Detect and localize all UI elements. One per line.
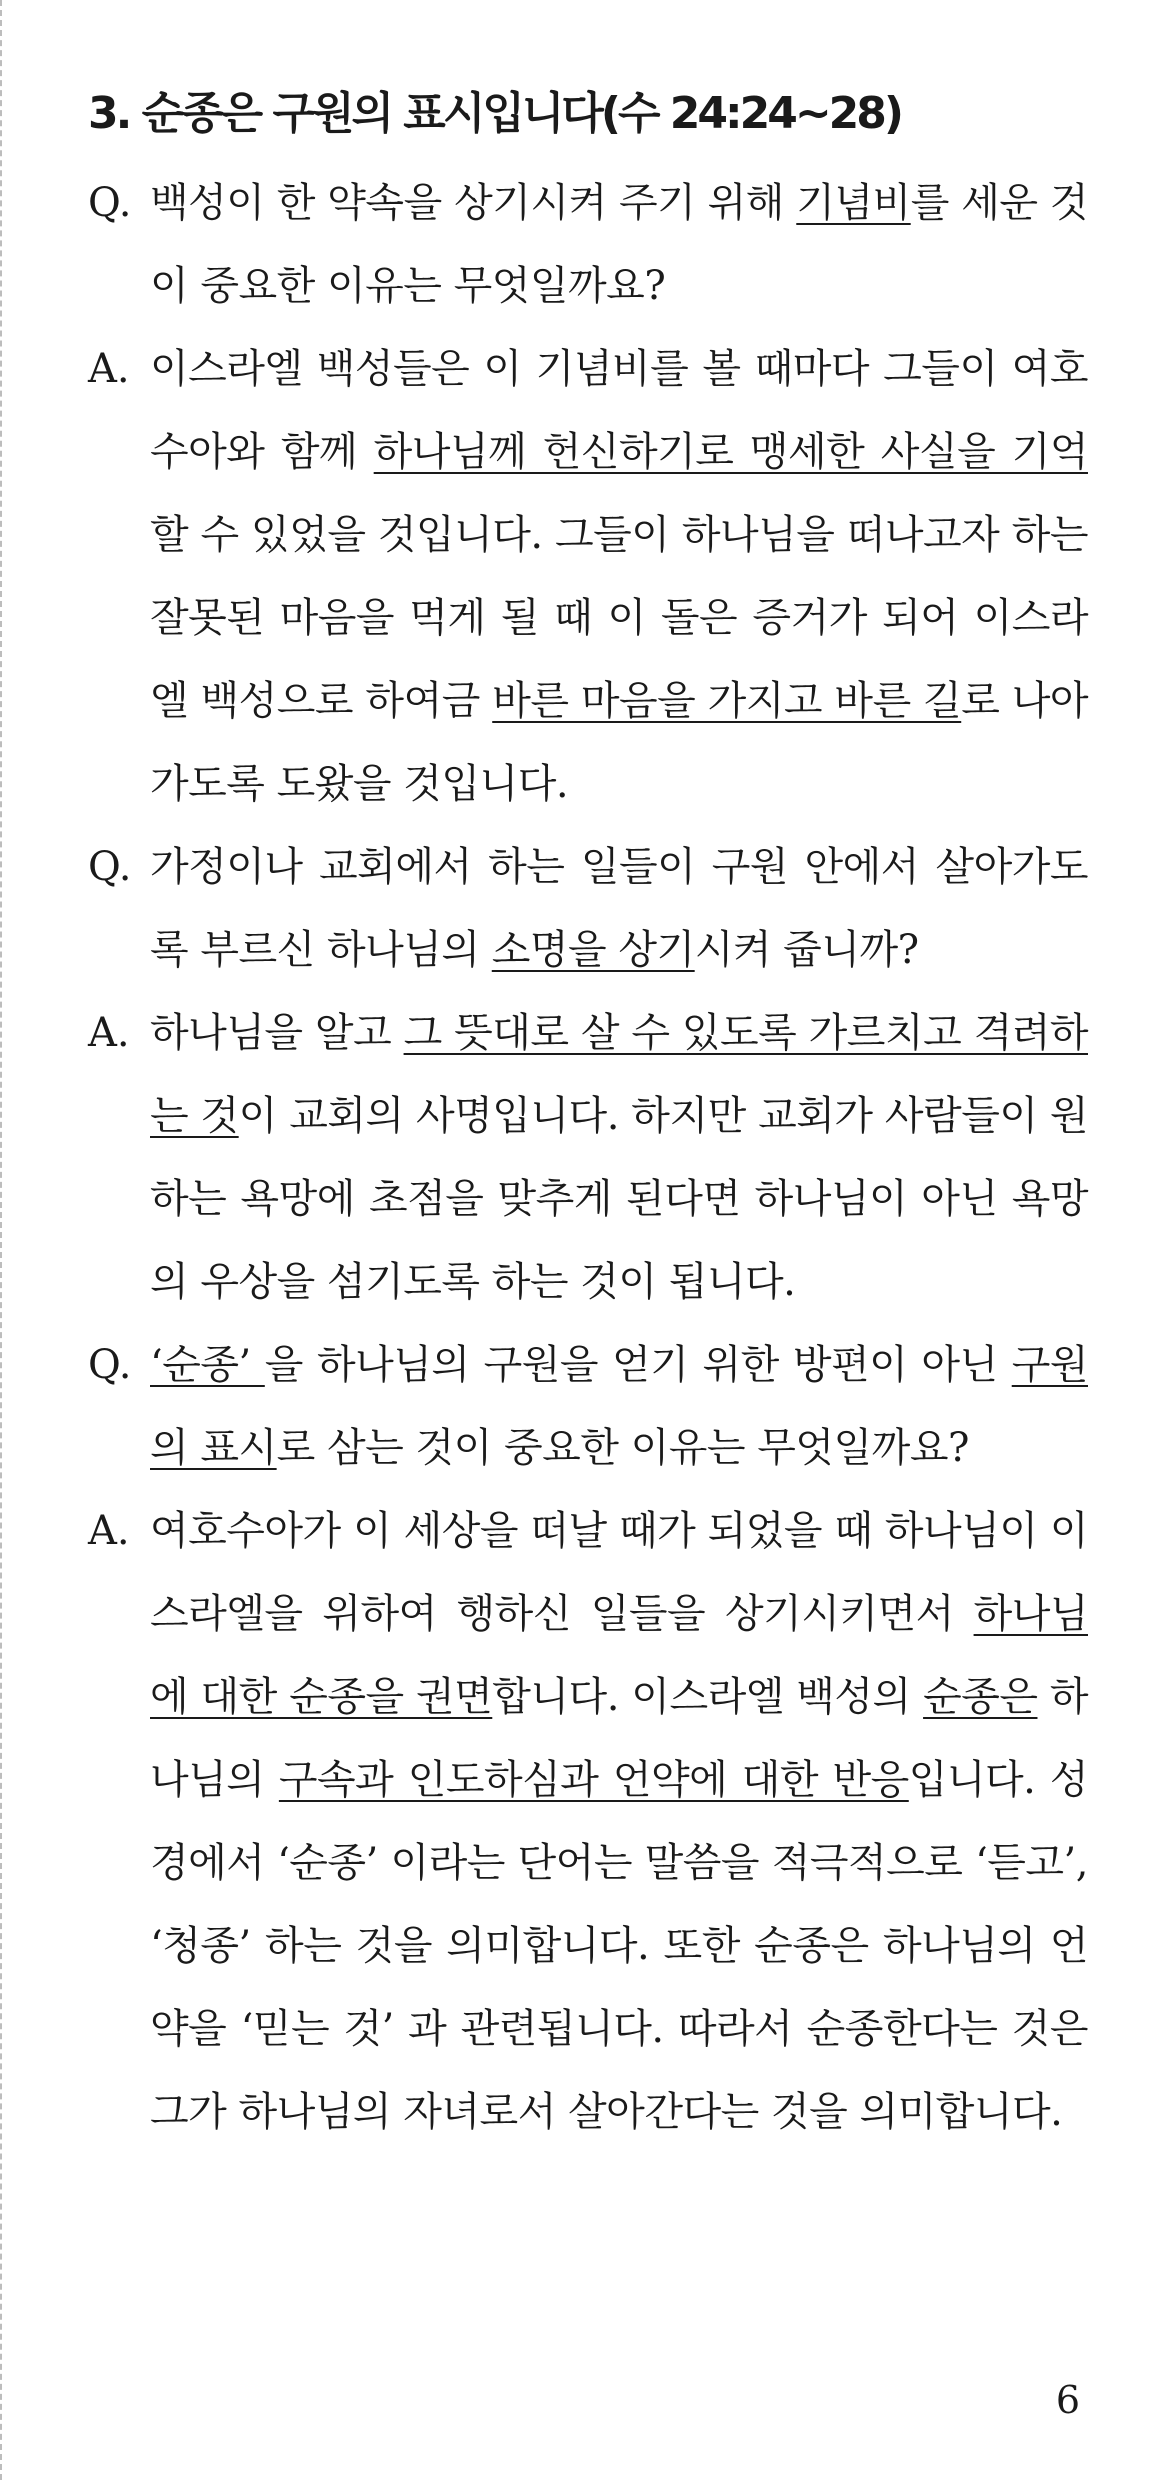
underlined-phrase: 그 뜻대로 살 수 있도록 가르치고 격려하는 것 <box>150 1010 1088 1139</box>
answer-marker: A. <box>88 1508 130 1554</box>
underlined-phrase: 하나님에 대한 순종을 권면 <box>150 1591 1088 1720</box>
question-item <box>88 1324 1088 1490</box>
text-segment: 이스라엘 백성들은 이 기념비를 볼 때마다 그들이 여호수아와 함께 <box>150 346 1088 475</box>
answer-text <box>150 1490 1088 2154</box>
answer-marker: A. <box>88 346 130 392</box>
text-segment: 여호수아가 이 세상을 떠날 때가 되었을 때 하나님이 이스라엘을 위하여 행하신 일들을 상기시키면서 <box>150 1508 1088 1637</box>
text-segment: 입니다. 성경에서 ‘순종’ 이라는 단어는 말씀을 적극적으로 ‘듣고’, ‘청종’ 하는 것을 의미합니다. 또한 순종은 하나님의 언약을 ‘믿는 것’ 과 관련됩니다. 따라서 순종한다는 것은 그가 하나님의 자녀로서 살아간다는 것을 의미합니다. <box>150 1757 1088 2135</box>
underlined-phrase: 순종은 <box>923 1674 1038 1720</box>
answer-item <box>88 328 1088 826</box>
question-marker: Q. <box>88 844 132 890</box>
underlined-phrase: 구원의 표시 <box>150 1342 1088 1471</box>
text-segment: 를 세운 것이 중요한 이유는 무엇일까요? <box>150 180 1088 309</box>
qa-list <box>88 162 1088 2154</box>
question-item <box>88 162 1088 328</box>
underlined-phrase: 하나님께 헌신하기로 맹세한 사실을 기억 <box>373 429 1088 475</box>
question-text <box>150 826 1088 992</box>
page-number: 6 <box>1055 2378 1080 2422</box>
text-segment: 이 교회의 사명입니다. 하지만 교회가 사람들이 원하는 욕망에 초점을 맞추게 된다면 하나님이 아닌 욕망의 우상을 섬기도록 하는 것이 됩니다. <box>150 1093 1088 1305</box>
text-segment: 로 삼는 것이 중요한 이유는 무엇일까요? <box>276 1425 969 1471</box>
question-text <box>150 1324 1088 1490</box>
underlined-phrase: 구속과 인도하심과 언약에 대한 반응 <box>278 1757 909 1803</box>
question-marker: Q. <box>88 1342 132 1388</box>
underlined-phrase: 바른 마음을 가지고 바른 길 <box>492 678 962 724</box>
text-segment: 하나님의 <box>150 1674 1089 1803</box>
answer-item <box>88 992 1088 1324</box>
text-segment: 할 수 있었을 것입니다. 그들이 하나님을 떠나고자 하는 잘못된 마음을 먹게 될 때 이 돌은 증거가 되어 이스라엘 백성으로 하여금 <box>150 512 1088 724</box>
question-text <box>150 162 1088 328</box>
text-segment: 합니다. 이스라엘 백성의 <box>492 1674 924 1720</box>
text-segment: 하나님을 알고 <box>150 1010 404 1056</box>
text-segment: 을 하나님의 구원을 얻기 위한 방편이 아닌 <box>264 1342 1012 1388</box>
underlined-phrase: ‘순종’ <box>150 1342 265 1388</box>
document-page <box>88 86 1088 2154</box>
page-left-border <box>0 0 2 2480</box>
section-title: 3. 순종은 구원의 표시입니다(수 24:24~28) <box>88 88 902 139</box>
text-segment: 로 나아가도록 도왔을 것입니다. <box>150 678 1089 807</box>
answer-marker: A. <box>88 1010 130 1056</box>
question-marker: Q. <box>88 180 132 226</box>
answer-item <box>88 1490 1088 2154</box>
underlined-phrase: 기념비 <box>796 180 911 226</box>
text-segment: 백성이 한 약속을 상기시켜 주기 위해 <box>150 180 797 226</box>
answer-text <box>150 328 1088 826</box>
text-segment: 가정이나 교회에서 하는 일들이 구원 안에서 살아가도록 부르신 하나님의 <box>150 844 1088 973</box>
question-item <box>88 826 1088 992</box>
text-segment: 시켜 줍니까? <box>694 927 919 973</box>
underlined-phrase: 소명을 상기 <box>491 927 695 973</box>
answer-text <box>150 992 1088 1324</box>
